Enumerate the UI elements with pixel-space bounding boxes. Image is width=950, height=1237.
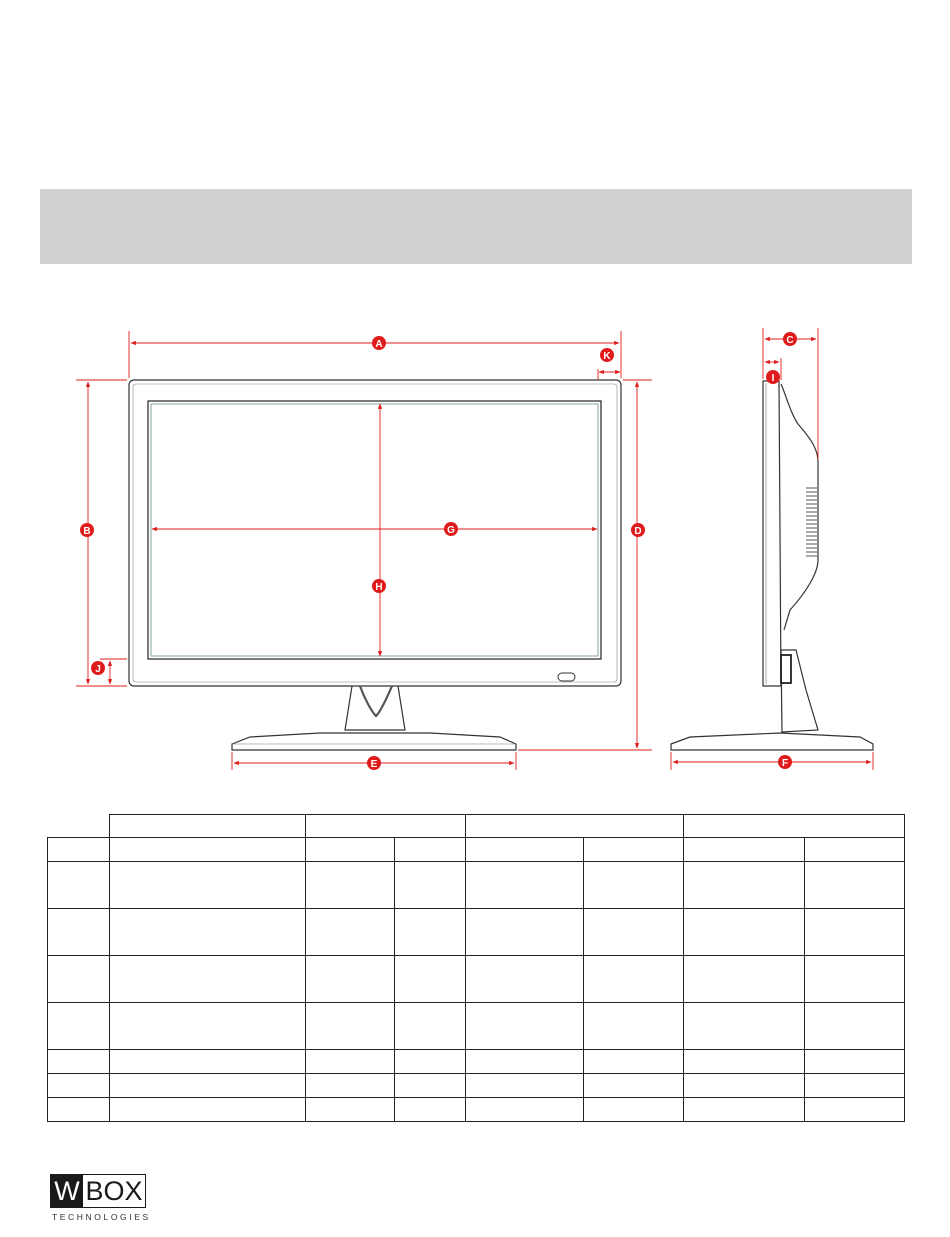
table-cell <box>584 1003 684 1050</box>
dimension-spec-table <box>47 814 905 1122</box>
marker-c <box>783 332 797 346</box>
table-cell <box>466 862 584 909</box>
logo-wordmark: BOX <box>85 1176 143 1206</box>
table-cell <box>805 862 905 909</box>
table-cell <box>684 956 805 1003</box>
marker-a <box>372 336 386 350</box>
table-cell <box>110 815 306 838</box>
marker-g-label: G <box>447 525 455 536</box>
table-cell <box>805 1098 905 1122</box>
marker-f <box>778 755 792 769</box>
dimension-lines <box>76 328 873 770</box>
table-cell <box>684 838 805 862</box>
table-cell <box>110 1074 306 1098</box>
header-band <box>40 189 912 264</box>
table-cell <box>306 1003 395 1050</box>
front-view <box>129 380 621 750</box>
table-cell <box>306 815 466 838</box>
table-cell <box>684 1098 805 1122</box>
table-header-row-2 <box>48 838 905 862</box>
side-view <box>671 381 873 750</box>
marker-d-label: D <box>634 526 642 537</box>
table-row <box>48 1074 905 1098</box>
table-row <box>48 862 905 909</box>
table-cell <box>584 1098 684 1122</box>
table-cell <box>395 956 466 1003</box>
table-cell <box>48 909 110 956</box>
table-cell <box>48 862 110 909</box>
marker-b <box>80 523 94 537</box>
table-cell <box>395 1050 466 1074</box>
table-row <box>48 1003 905 1050</box>
marker-h-label: H <box>375 582 383 593</box>
table-cell <box>466 956 584 1003</box>
table-cell <box>110 956 306 1003</box>
screen-area <box>148 401 601 659</box>
screen-inner <box>151 404 598 656</box>
marker-e <box>367 756 381 770</box>
marker-a-label: A <box>375 339 383 350</box>
power-button-icon <box>558 673 575 681</box>
table-cell <box>684 1074 805 1098</box>
dimension-markers <box>80 332 797 770</box>
table-cell <box>805 956 905 1003</box>
table-cell <box>466 1074 584 1098</box>
table-cell <box>584 1050 684 1074</box>
marker-f-label: F <box>781 758 789 769</box>
table-cell <box>306 956 395 1003</box>
marker-d <box>631 523 645 537</box>
bezel-outline <box>129 380 621 686</box>
table-row <box>48 1050 905 1074</box>
table-cell <box>466 1098 584 1122</box>
table-cell <box>48 1098 110 1122</box>
stand-neck <box>345 686 405 730</box>
table-cell <box>306 838 395 862</box>
side-base <box>671 733 873 750</box>
marker-i-label: I <box>771 373 775 384</box>
logo-letter: W <box>51 1175 83 1207</box>
table-cell <box>395 1074 466 1098</box>
marker-k <box>600 348 614 362</box>
table-cell <box>395 1003 466 1050</box>
marker-h <box>372 579 386 593</box>
logo-subtitle: TECHNOLOGIES <box>52 1212 151 1222</box>
wbox-logo <box>48 1174 198 1226</box>
table-cell <box>48 838 110 862</box>
table-cell <box>48 1050 110 1074</box>
table-cell <box>395 909 466 956</box>
table-cell <box>395 838 466 862</box>
marker-g <box>444 522 458 536</box>
table-cell <box>684 862 805 909</box>
table-row <box>48 956 905 1003</box>
table-cell <box>110 1098 306 1122</box>
table-cell <box>684 1050 805 1074</box>
table-cell <box>306 862 395 909</box>
table-cell <box>584 838 684 862</box>
table-cell <box>48 956 110 1003</box>
table-cell <box>584 862 684 909</box>
side-back-housing <box>781 384 818 630</box>
table-cell <box>306 909 395 956</box>
marker-j <box>91 661 105 675</box>
table-cell <box>395 1098 466 1122</box>
table-cell <box>466 1050 584 1074</box>
monitor-dimension-diagram <box>0 300 950 800</box>
table-cell <box>110 1003 306 1050</box>
table-row <box>48 909 905 956</box>
table-cell <box>306 1050 395 1074</box>
table-cell <box>395 862 466 909</box>
marker-i <box>766 370 780 384</box>
logo-mark <box>50 1174 146 1208</box>
table-cell <box>584 909 684 956</box>
table-cell <box>805 909 905 956</box>
table-cell <box>110 862 306 909</box>
table-cell <box>684 1003 805 1050</box>
table-cell <box>48 1074 110 1098</box>
table-cell <box>805 838 905 862</box>
table-cell <box>466 1003 584 1050</box>
table-cell <box>684 815 905 838</box>
marker-e-label: E <box>370 759 378 770</box>
table-cell <box>684 909 805 956</box>
table-cell <box>48 815 110 838</box>
vent-grill <box>806 488 817 556</box>
marker-k-label: K <box>603 351 611 362</box>
marker-b-label: B <box>83 526 91 537</box>
table-cell <box>110 838 306 862</box>
table-row <box>48 1098 905 1122</box>
stand-base <box>232 733 516 750</box>
table-cell <box>466 815 684 838</box>
table-cell <box>48 1003 110 1050</box>
marker-c-label: C <box>786 335 794 346</box>
table-cell <box>306 1074 395 1098</box>
table-cell <box>466 838 584 862</box>
table-cell <box>805 1074 905 1098</box>
marker-j-label: J <box>95 664 101 675</box>
table-cell <box>805 1003 905 1050</box>
table-cell <box>466 909 584 956</box>
table-cell <box>584 956 684 1003</box>
table-cell <box>110 1050 306 1074</box>
table-cell <box>110 909 306 956</box>
side-stand <box>781 650 818 732</box>
table-cell <box>306 1098 395 1122</box>
bezel-inner <box>133 384 617 682</box>
table-cell <box>805 1050 905 1074</box>
table-cell <box>584 1074 684 1098</box>
table-header-row-1 <box>48 815 905 838</box>
